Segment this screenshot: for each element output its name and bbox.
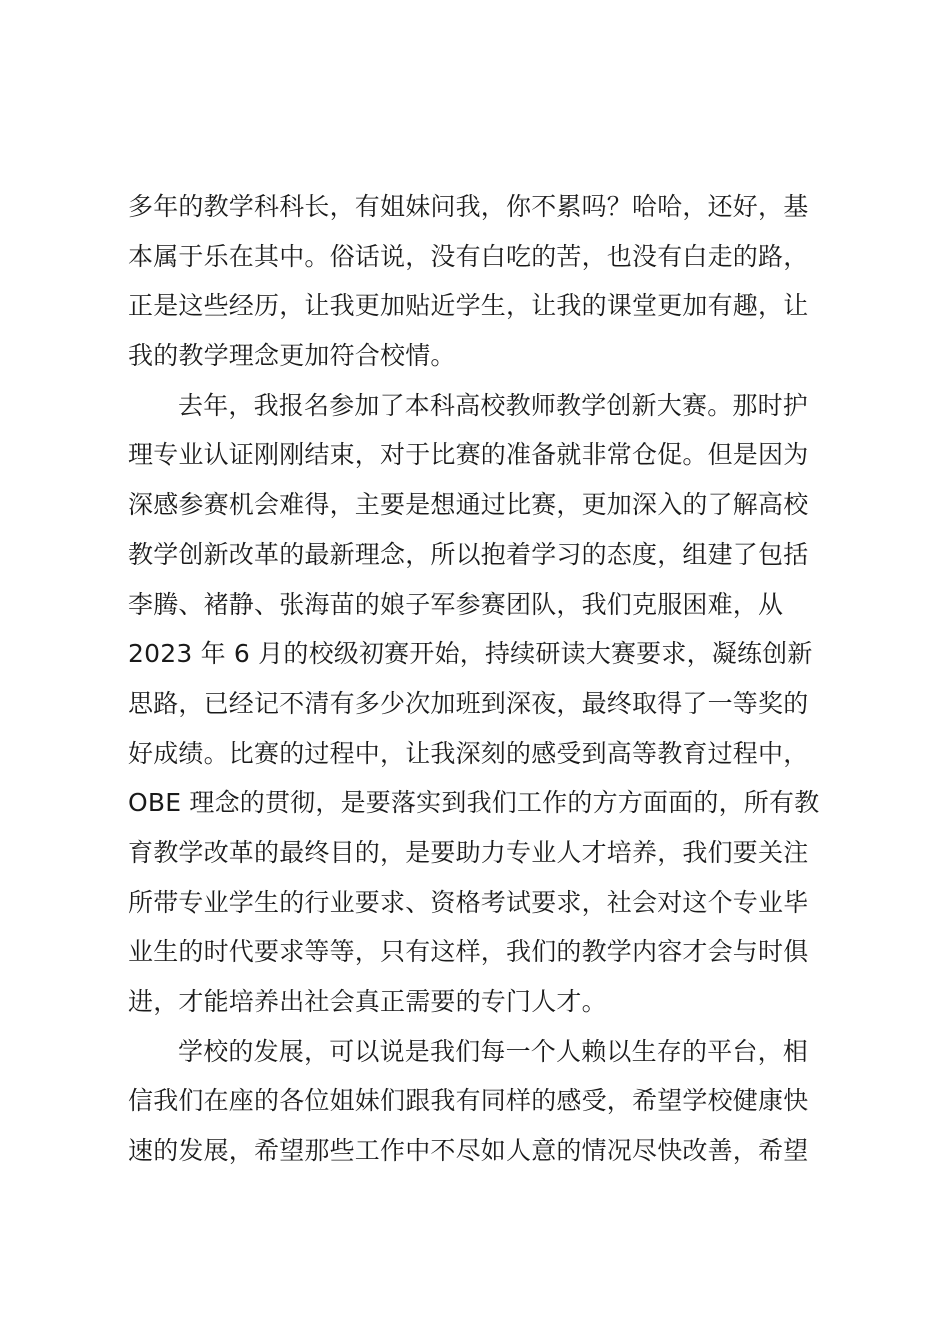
- text-line: 思路，已经记不清有多少次加班到深夜，最终取得了一等奖的: [128, 688, 809, 718]
- text-line: 本属于乐在其中。俗话说，没有白吃的苦，也没有白走的路，: [128, 241, 809, 271]
- text-line: 速的发展，希望那些工作中不尽如人意的情况尽快改善，希望: [128, 1136, 809, 1166]
- paragraph-3: [128, 1027, 848, 1176]
- text-line: 2023 年 6 月的校级初赛开始，持续研读大赛要求，凝练创新: [128, 639, 813, 669]
- text-line: 正是这些经历，让我更加贴近学生，让我的课堂更加有趣，让: [128, 291, 809, 321]
- text-line: 理专业认证刚刚结束，对于比赛的准备就非常仓促。但是因为: [128, 440, 809, 470]
- text-line: 教学创新改革的最新理念，所以抱着学习的态度，组建了包括: [128, 539, 809, 569]
- paragraph-2: [128, 381, 848, 1027]
- text-line: 学校的发展，可以说是我们每一个人赖以生存的平台，相: [178, 1036, 809, 1066]
- text-line: 进，才能培养出社会真正需要的专门人才。: [128, 987, 607, 1016]
- text-line: 我的教学理念更加符合校情。: [128, 341, 456, 371]
- text-line: 去年，我报名参加了本科高校教师教学创新大赛。那时护: [178, 390, 809, 420]
- text-line: 业生的时代要求等等，只有这样，我们的教学内容才会与时俱: [128, 937, 809, 967]
- text-line: 信我们在座的各位姐妹们跟我有同样的感受，希望学校健康快: [128, 1086, 809, 1116]
- text-line: 育教学改革的最终目的，是要助力专业人才培养，我们要关注: [128, 837, 809, 867]
- text-line: 多年的教学科科长，有姐妹问我，你不累吗？哈哈，还好，基: [128, 192, 809, 221]
- paragraph-1: [128, 182, 848, 381]
- text-line: OBE 理念的贯彻，是要落实到我们工作的方方面面的，所有教: [128, 788, 820, 818]
- text-line: 李腾、褚静、张海苗的娘子军参赛团队，我们克服困难，从: [128, 589, 784, 619]
- text-line: 所带专业学生的行业要求、资格考试要求，社会对这个专业毕: [128, 887, 809, 917]
- text-line: 深感参赛机会难得，主要是想通过比赛，更加深入的了解高校: [128, 490, 809, 520]
- document-body: [128, 182, 848, 1176]
- text-line: 好成绩。比赛的过程中，让我深刻的感受到高等教育过程中，: [128, 738, 809, 768]
